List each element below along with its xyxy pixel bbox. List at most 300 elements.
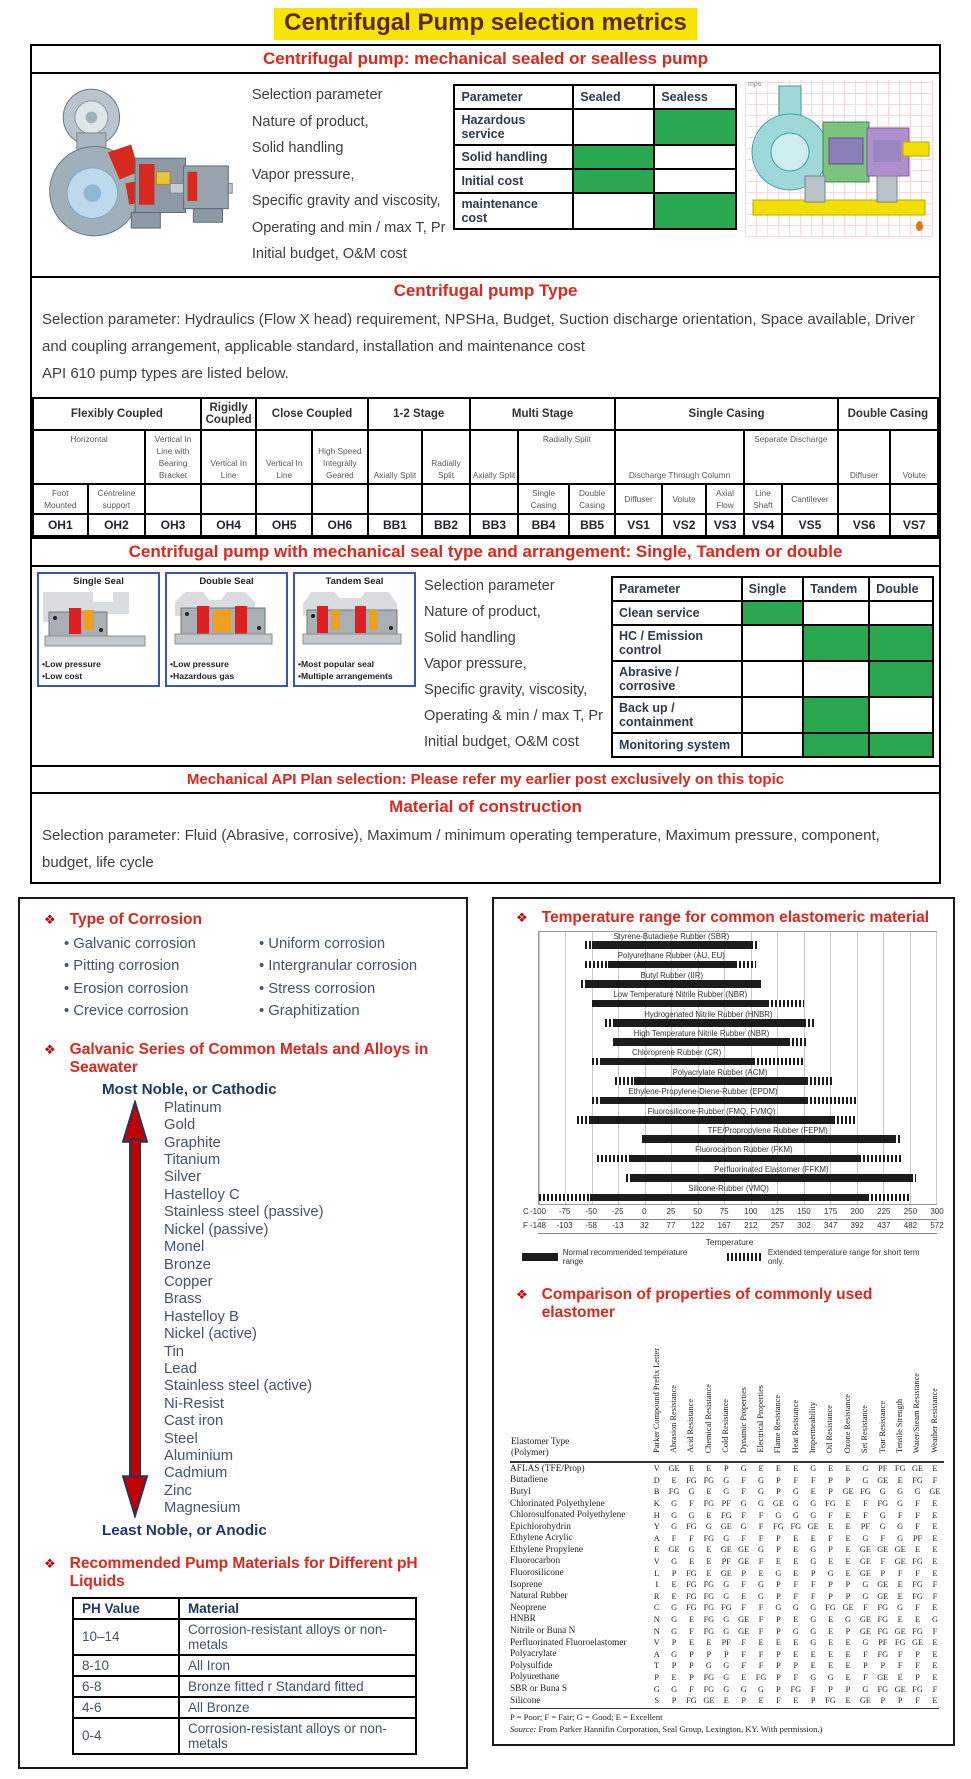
rating-cell: G [758,1591,765,1601]
column-header: Tandem [803,577,869,601]
elastomer-column-header [718,1328,735,1462]
corrosion-item: • Stress corrosion [259,978,454,1000]
rating-cell: G [688,1487,695,1497]
axis-tick-label: 250 [903,1206,918,1216]
diamond-bullet-icon: ❖ [44,911,56,927]
seal-arrangement-table [611,576,934,758]
rating-cell: GE [738,1545,750,1555]
elastomer-row [510,1660,944,1672]
chart-series-row [539,1087,936,1106]
rating-cell: P [706,1649,712,1659]
elastomer-row-header: Elastomer Type (Polymer) [511,1436,570,1458]
api-subtype-cell [256,484,312,514]
elastomer-column-header [735,1328,752,1462]
parameter-line: Operating and min / max T, Pr [251,219,446,236]
axis-tick-label: 175 [823,1206,838,1216]
rating-cell: E [688,1614,695,1624]
ph-heading-row [34,1555,454,1591]
rating-cell: G [879,1487,886,1497]
rating-cell: N [653,1626,660,1636]
rotated-label: Oil Resistance [825,1404,835,1453]
chart-legend [522,1248,937,1266]
axis-tick-label: -25 [612,1206,624,1216]
rating-cell: B [653,1487,660,1497]
elastomer-column-header [752,1328,769,1462]
chart-series-row [539,932,936,951]
single-seal-bullets [39,657,158,685]
rating-cell: E [758,1696,764,1706]
metal-item: Cast iron [164,1413,224,1430]
rating-cell: E [897,1591,903,1601]
least-noble-label: Least Noble, or Anodic [102,1521,267,1539]
rating-cell: E [932,1522,938,1532]
rating-cell: FG [773,1522,784,1532]
axis-tick-label: -100 [529,1206,547,1216]
metal-item: Steel [164,1430,198,1447]
extended-range-bar [867,1194,909,1202]
table-row [454,169,736,193]
rating-cell: E [758,1568,764,1578]
rating-cell: FG [686,1603,697,1613]
rating-cell: G [810,1638,817,1648]
rating-cell: FG [668,1487,680,1497]
extended-range-bar [735,961,756,969]
rating-cell: E [845,1568,851,1578]
rating-cell: F [741,1510,746,1520]
elastomer-column-header [787,1328,804,1462]
extended-range-bar [833,1116,856,1124]
rating-cell: FG [877,1614,889,1624]
rating-cell: G [758,1487,765,1497]
api-group-cell: Horizontal [33,430,145,484]
rating-cell: L [654,1568,660,1578]
corrosion-item: • Crevice corrosion [64,1000,259,1022]
rating-cell: FG [912,1580,923,1590]
rating-cell: GE [842,1487,854,1497]
rating-cell: P [880,1661,886,1671]
diamond-bullet-icon: ❖ [516,1286,528,1302]
rating-cell: E [845,1533,851,1543]
matrix-cell [742,733,804,757]
rotated-label: Water/Steam Resistance [912,1372,922,1453]
elastomer-source [510,1724,939,1734]
rating-cell: F [863,1649,868,1659]
rating-cell: FG [703,1684,715,1694]
rating-cell: G [792,1499,799,1508]
rating-cell: F [915,1510,920,1520]
axis-tick-label: 150 [797,1206,811,1216]
rating-cell: F [932,1684,938,1694]
elastomer-name: Polyurethane [510,1672,560,1683]
rating-cell: G [792,1626,799,1636]
rating-cell: FG [790,1684,802,1694]
rating-cell: E [793,1464,799,1474]
rating-cell: E [897,1580,903,1590]
corrosion-column-2 [259,933,454,1023]
series-label: Chloroprene Rubber (CR) [631,1048,722,1058]
rating-cell: P [776,1672,781,1682]
rating-cell: FG [686,1522,697,1532]
rating-cell: P [915,1649,920,1659]
page-title: Centrifugal Pump selection metrics [274,8,697,40]
rating-cell: F [810,1475,816,1485]
ph-cell: 0-4 [73,1718,179,1754]
elastomer-column-header [839,1328,856,1462]
api-subtype-cell [368,484,423,514]
matrix-cell [654,145,736,169]
rating-cell: E [654,1545,660,1555]
parameter-line: Nature of product, [251,113,369,130]
rating-cell: E [845,1672,851,1682]
api-group-cell: Single Casing [615,398,837,430]
rating-cell: PF [878,1638,888,1648]
seal-type-panels [37,572,416,687]
rating-cell: P [723,1649,729,1659]
rating-cell: F [741,1487,746,1497]
parameter-line: Vapor pressure, [251,166,355,183]
rating-cell: GE [842,1603,854,1613]
rating-cell: R [653,1591,660,1601]
section-sealed-vs-sealless [30,44,941,278]
rating-cell: GE [738,1626,750,1636]
metal-item: Hastelloy B [164,1308,239,1325]
rating-cell: F [863,1499,868,1508]
extended-range-bar [592,1058,600,1066]
elastomer-row [510,1683,944,1695]
rotated-label: Cold Resistance [721,1399,731,1453]
rating-cell: G [827,1672,834,1682]
elastomer-name: SBR or Buna S [510,1684,568,1694]
rating-cell: E [915,1545,921,1555]
rating-cell: GE [894,1545,906,1555]
rating-cell: G [844,1614,851,1624]
rating-cell: FG [912,1684,923,1694]
rating-cell: G [897,1522,904,1532]
rating-cell: FG [703,1533,715,1543]
metal-item: Graphite [164,1134,221,1151]
elastomer-name: Butyl [510,1486,531,1497]
rating-cell: F [810,1684,816,1694]
rotated-label: Heat Resistance [790,1399,800,1453]
ph-header-row [73,1598,416,1619]
section-material-body: Selection parameter: Fluid (Abrasive, corrosive), Maximum / minimum operating temperature, Maximum pressure, component, budget, life cycle [42,826,880,871]
ph-cell: Corrosion-resistant alloys or non-metals [179,1718,416,1754]
rating-cell: F [897,1649,903,1659]
rating-cell: FG [825,1499,836,1508]
rating-cell: F [741,1475,746,1485]
axis-tick-label: 437 [877,1220,891,1230]
rating-cell: GE [912,1638,924,1648]
rating-cell: P [776,1684,781,1694]
top-stack [30,44,941,884]
axis-tick-label: 125 [770,1206,785,1216]
bottom-row [18,897,955,1769]
api-group-cell: Multi Stage [470,398,616,430]
rating-cell: V [653,1464,660,1474]
tandem-seal-title: Tandem Seal [325,575,384,587]
matrix-cell [869,661,933,697]
rating-cell: E [932,1603,938,1613]
rating-cell: G [827,1568,834,1578]
matrix-cell [869,601,933,625]
bullet-line: •Hazardous gas [170,670,235,681]
normal-range-bar [590,1194,867,1202]
rating-cell: E [758,1464,764,1474]
rating-cell: G [897,1499,904,1508]
api-subtype-cell [201,484,257,514]
rating-cell: E [845,1661,851,1671]
extended-range-bar [592,1097,600,1105]
section-material [30,792,941,884]
ph-cell: All Bronze [179,1697,416,1718]
rating-cell: F [758,1522,764,1532]
elastomer-row [510,1521,944,1533]
rotated-label: Flame Resistance [773,1394,783,1453]
axis-tick-label: 200 [850,1206,864,1216]
series-label: Styrene-Butadiene Rubber (SBR) [613,931,730,941]
api-subtype-cell: Line Shaft [744,484,782,514]
pump-type-code: VS4 [744,514,782,536]
rating-cell: E [688,1556,695,1566]
parameter-line: Selection parameter [424,577,555,594]
rating-cell: G [897,1533,904,1543]
temp-chart-header: Temperature range for common elastomeric material [541,908,929,926]
api-group-cell: Separate Discharge [744,430,838,484]
chart-series-row [539,1048,936,1067]
rating-cell: G [705,1522,712,1532]
rating-cell: E [845,1499,851,1508]
rating-cell: G [931,1614,938,1624]
section-type-body [32,304,939,393]
rating-cell: E [932,1661,938,1671]
rating-cell: F [793,1475,799,1485]
rating-cell: P [671,1661,677,1671]
extended-range-bar [585,961,608,969]
extended-range-bar [894,1135,902,1143]
rating-cell: GE [877,1672,889,1682]
rating-cell: FG [912,1626,923,1636]
table-row [612,661,933,697]
rating-cell: P [776,1545,781,1555]
parameter-line: Initial budget, O&M cost [251,246,407,263]
rating-cell: E [845,1464,851,1474]
row-label: Abrasive / corrosive [612,661,742,697]
rating-cell: FG [720,1603,732,1613]
rating-cell: P [880,1696,886,1706]
table-header-row [454,85,736,109]
rating-cell: FG [703,1603,715,1613]
rating-cell: FG [912,1475,923,1485]
rating-cell: F [915,1568,920,1578]
rating-cell: G [758,1545,765,1555]
extended-range-bar [806,1097,857,1105]
axis-tick-label: -50 [585,1206,597,1216]
row-label: Hazardous service [454,109,573,145]
rating-cell: E [828,1638,834,1648]
rating-cell: P [828,1580,833,1590]
rating-cell: F [758,1533,764,1543]
rating-cell: E [706,1510,712,1520]
rating-cell: PF [878,1464,888,1474]
table-row [454,109,736,145]
rating-cell: G [862,1533,869,1543]
series-label: Polyurethane Rubber (AU, EU) [617,951,725,961]
rating-cell: G [775,1510,782,1520]
rating-cell: E [897,1475,903,1485]
rating-cell: PF [860,1522,870,1532]
elastomer-row [510,1486,944,1498]
metal-item: Nickel (active) [164,1326,257,1343]
rating-cell: P [845,1475,851,1485]
parameter-line: Solid handling [251,140,344,157]
chart-axis [523,1205,944,1235]
bullet-line: •Low pressure [170,658,229,669]
chart-series-row [539,971,936,990]
api-group-cell: Discharge Through Column [615,430,743,484]
rating-cell: GE [877,1591,889,1601]
rating-cell: G [862,1475,869,1485]
parameter-line: Specific gravity and viscosity, [251,193,441,210]
rating-cell: FG [912,1591,923,1601]
rotated-label: Impermeability [808,1401,818,1453]
elastomer-row [510,1475,944,1487]
elastomer-row [510,1648,944,1660]
pump-type-code: OH6 [312,514,368,536]
rating-cell: G [723,1591,730,1601]
ph-cell: All Iron [179,1655,416,1676]
rating-cell: GE [912,1464,924,1474]
rating-cell: P [741,1696,746,1706]
rating-cell: C [653,1603,660,1613]
rating-cell: G [810,1626,817,1636]
rating-cell: P [671,1638,677,1648]
rating-cell: FG [720,1510,732,1520]
rating-cell: F [810,1580,816,1590]
series-label: Low Temperature Nitrile Rubber (NBR) [613,990,748,1000]
table-row [612,601,933,625]
chart-series-row [539,1010,936,1029]
pump-type-code: OH2 [88,514,146,536]
api-subtype-row [33,484,938,514]
rating-cell: FG [703,1591,715,1601]
rating-cell: P [828,1684,833,1694]
api-group-cell: Vertical In Line with Bearing Bracket [145,430,201,484]
parameter-line: Vapor pressure, [424,655,527,672]
galvanic-header: Galvanic Series of Common Metals and Alloys in Seawater [69,1040,429,1076]
rating-cell: G [758,1475,765,1485]
elastomer-name: Natural Rubber [510,1591,568,1602]
api-header-row [33,398,938,430]
rating-cell: GE [894,1684,906,1694]
rotated-label: Tear Resistance [877,1400,887,1453]
extended-range-bar [804,1019,817,1027]
grid-line [936,932,937,1204]
rating-cell: G [740,1684,747,1694]
bullet-line: •Most popular seal [298,658,375,669]
series-label: Hydrogenated Nitrile Rubber (HNBR) [644,1009,773,1019]
metal-item: Hastelloy C [164,1186,240,1203]
bullet-line: •Multiple arrangements [298,670,393,681]
normal-range-bar [613,1019,804,1027]
rating-cell: FG [703,1614,715,1624]
rating-cell: F [741,1603,746,1613]
rating-cell: E [810,1649,816,1659]
api-subtype-cell: Single Casing [518,484,569,514]
rating-cell: S [654,1696,659,1706]
metal-item: Platinum [164,1099,222,1116]
rating-cell: E [793,1696,799,1706]
elastomer-name: Perfluorinated Fluoroelastomer [510,1637,627,1648]
elastomer-table-wrap [510,1328,939,1734]
rating-cell: E [671,1672,677,1682]
metal-item: Aluminium [164,1447,234,1464]
rating-cell: E [793,1614,799,1624]
axis-tick-label: -103 [556,1220,573,1230]
rating-cell: GE [703,1696,715,1706]
rating-cell: E [845,1696,851,1706]
ph-materials-table [72,1597,417,1755]
rating-cell: K [653,1499,660,1508]
axis-tick-label: -13 [612,1220,624,1230]
axis-tick-label: 225 [877,1206,891,1216]
row-label: Monitoring system [612,733,742,757]
rating-cell: FG [703,1626,715,1636]
elastomer-column-header [926,1328,943,1462]
column-header: Single [742,577,804,601]
ph-row [73,1619,416,1655]
double-seal-title: Double Seal [199,575,254,587]
pump-type-code: OH1 [33,514,88,536]
rating-cell: G [879,1510,886,1520]
elastomer-row [510,1637,944,1649]
rotated-label: Set Resistance [860,1404,870,1453]
magnetic-pump-image-frame [745,80,933,237]
rating-cell: E [932,1672,938,1682]
ph-row [73,1697,416,1718]
elastomer-footnote: P = Poor; F = Fair; G = Good; E = Excellent [510,1708,939,1722]
extended-range-bar [597,1155,629,1163]
extended-range-bar [615,1077,634,1085]
rating-cell: E [741,1591,747,1601]
rating-cell: GE [859,1614,871,1624]
rating-cell: F [741,1580,746,1590]
matrix-cell [654,169,736,193]
rating-cell: FG [877,1603,889,1613]
ph-cell: 4-6 [73,1697,179,1718]
rating-cell: E [845,1522,851,1532]
rating-cell: F [689,1684,694,1694]
elastomer-column-header [648,1328,665,1462]
pump-type-code: VS7 [890,514,938,536]
rating-cell: Y [653,1522,660,1532]
rating-cell: E [758,1638,764,1648]
pump-type-code: VS3 [706,514,743,536]
parameter-line: Initial budget, O&M cost [424,733,579,750]
double-seal-panel [165,572,288,687]
rating-cell: G [792,1487,799,1497]
rating-cell: GE [807,1522,819,1532]
rating-cell: E [810,1487,816,1497]
arrangement-parameter-list [424,572,603,756]
rating-cell: F [793,1580,799,1590]
rating-cell: F [828,1533,833,1543]
series-label: Perfluorinated Elastomer (FFKM) [714,1164,829,1174]
api-group-cell: Flexibly Coupled [33,398,201,430]
table-header-row [612,577,933,601]
rating-cell: E [932,1638,938,1648]
normal-range-bar [585,980,760,988]
rating-cell: F [828,1510,833,1520]
